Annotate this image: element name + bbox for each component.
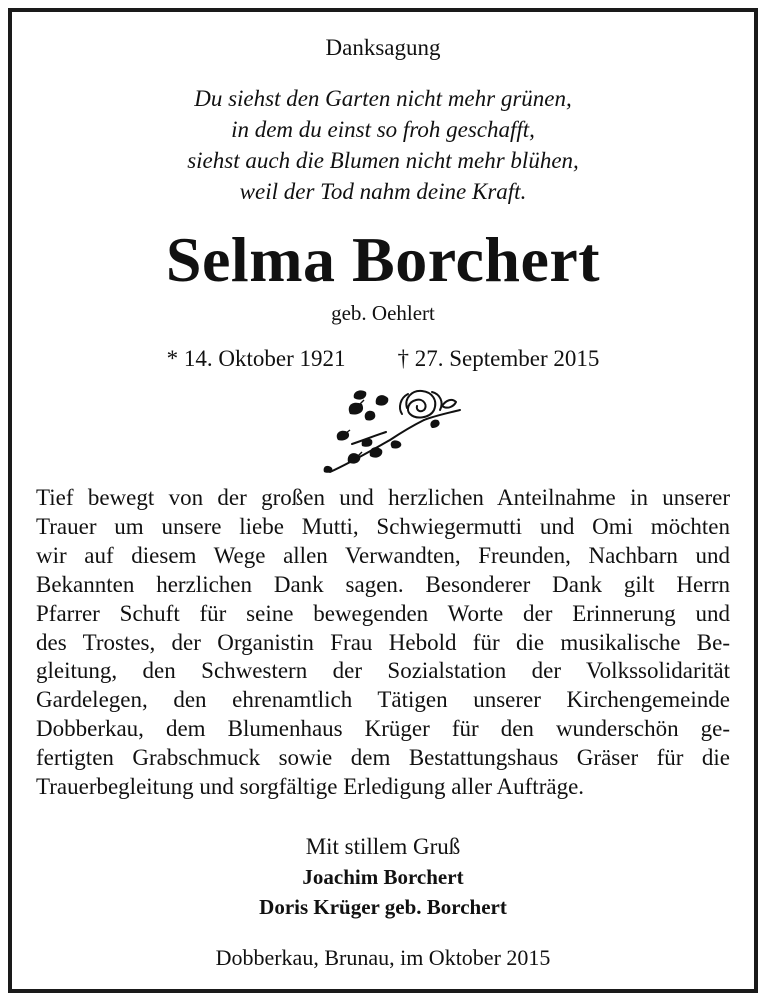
- text-line: Pfarrer Schuft für seine bewegenden Worte der Erinnerung und: [36, 600, 730, 626]
- greeting: Mit stillem Gruß: [305, 834, 461, 859]
- deceased-name: Selma Borchert: [165, 224, 601, 295]
- text-line: fertigten Grabschmuck sowie dem Bestattungshaus Gräser für die: [36, 745, 730, 771]
- text-line: gleitung, den Schwestern der Sozialstation der Volkssolidarität: [36, 658, 730, 684]
- birth-date: * 14. Oktober 1921: [166, 346, 346, 371]
- maiden-name: geb. Oehlert: [331, 301, 435, 325]
- life-dates: [12, 346, 754, 372]
- rose-icon: [312, 384, 462, 476]
- poem-line: weil der Tod nahm deine Kraft.: [239, 179, 527, 204]
- death-date: † 27. September 2015: [397, 346, 600, 371]
- signers: [12, 862, 754, 922]
- text-line: Trauerbegleitung und sorgfältige Erledigung aller Aufträge.: [36, 774, 585, 800]
- text-line: Bekannten herzlichen Dank sagen. Besonderer Dank gilt Herrn: [36, 571, 730, 597]
- poem: [12, 83, 754, 207]
- text-line: Trauer um unsere liebe Mutti, Schwiegermutti und Omi möchten: [36, 513, 730, 539]
- heading: Danksagung: [325, 35, 441, 60]
- obituary-card: [8, 8, 758, 993]
- poem-line: Du siehst den Garten nicht mehr grünen,: [194, 86, 572, 111]
- signer-name: Doris Krüger geb. Borchert: [259, 895, 507, 919]
- text-line: des Trostes, der Organistin Frau Hebold für die musikalische Be-: [36, 629, 730, 655]
- place-date-footer: Dobberkau, Brunau, im Oktober 2015: [215, 945, 551, 970]
- poem-line: siehst auch die Blumen nicht mehr blühen,: [187, 148, 579, 173]
- text-line: Tief bewegt von der großen und herzlichen Anteilnahme in unserer: [36, 485, 730, 510]
- thank-you-text: [36, 484, 730, 802]
- poem-line: in dem du einst so froh geschafft,: [231, 117, 535, 142]
- text-line: wir auf diesem Wege allen Verwandten, Freunden, Nachbarn und: [36, 542, 730, 568]
- signer-name: Joachim Borchert: [302, 865, 464, 889]
- text-line: Gardelegen, den ehrenamtlich Tätigen unserer Kirchengemeinde: [36, 687, 730, 713]
- text-line: Dobberkau, dem Blumenhaus Krüger für den wunderschön ge-: [36, 716, 730, 742]
